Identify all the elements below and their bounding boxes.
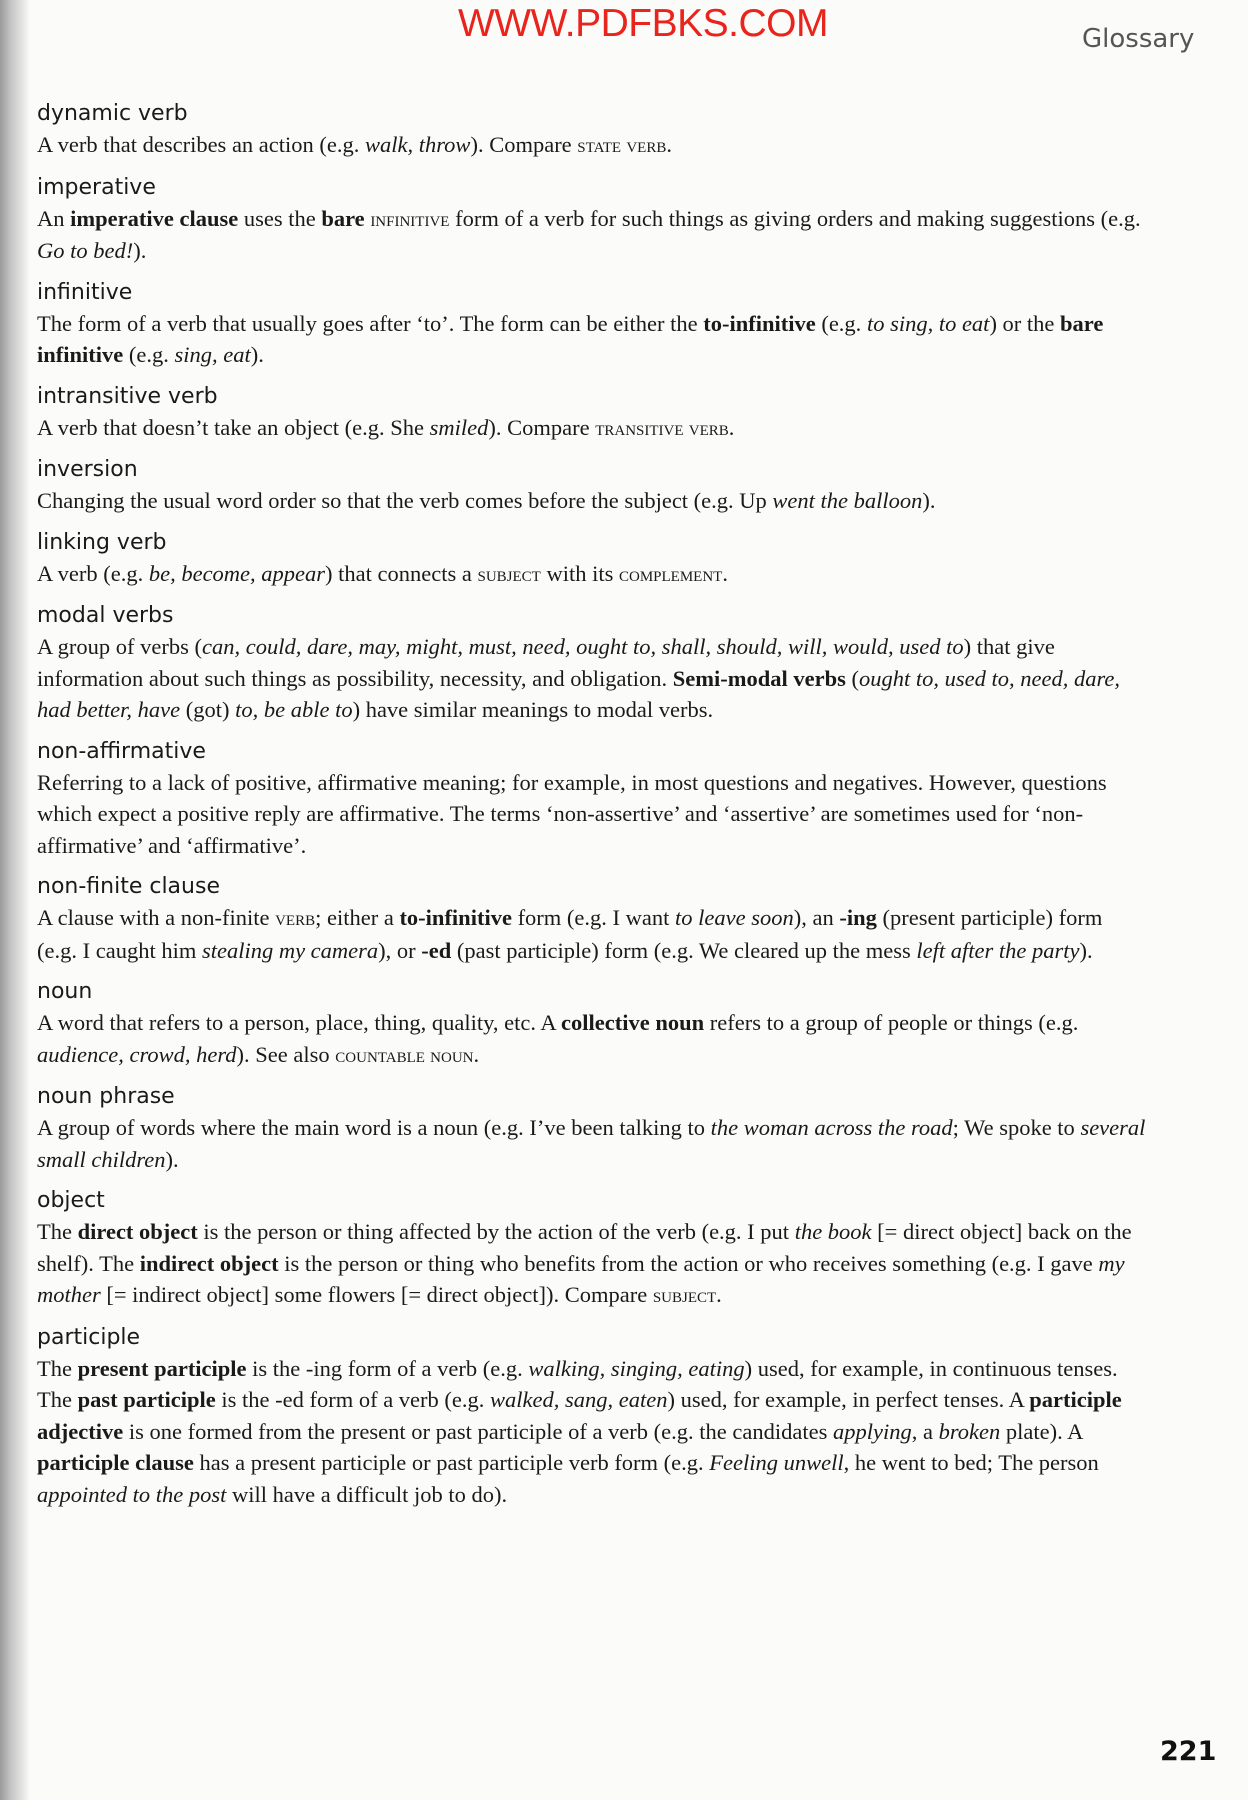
definition-text-segment: . xyxy=(473,1041,480,1067)
definition-text-segment: be, become, appear xyxy=(148,560,326,586)
glossary-term: linking verb xyxy=(37,529,167,555)
glossary-definition xyxy=(37,1112,1147,1175)
definition-text-segment: bare xyxy=(321,205,365,231)
definition-text-segment: imperative clause xyxy=(70,205,239,231)
definition-text-segment: The form of a verb that usually goes after ‘to’. The form can be either the xyxy=(37,310,704,336)
glossary-definition xyxy=(37,558,1147,591)
definition-text-segment: several small children xyxy=(37,1115,1146,1172)
definition-text-segment: ). See also xyxy=(236,1041,336,1067)
definition-text-segment: ), or xyxy=(378,937,422,963)
glossary-entry xyxy=(37,454,1147,517)
definition-text-segment: ) have similar meanings to modal verbs. xyxy=(352,697,714,722)
definition-text-segment: ), an xyxy=(793,905,840,930)
definition-text-segment: . xyxy=(666,132,672,157)
definition-text-segment: ). xyxy=(165,1146,179,1172)
definition-text-segment: sing, eat xyxy=(174,342,251,367)
definition-text-segment: ). xyxy=(1079,937,1093,963)
glossary-entry xyxy=(37,1081,1147,1175)
definition-text-segment: to, be able to xyxy=(235,697,353,722)
definition-text-segment: Semi-modal verbs xyxy=(672,665,846,691)
definition-text-segment: walking, singing, eating xyxy=(528,1355,745,1381)
definition-text-segment: is the person or thing affected by the action of the verb (e.g. I put xyxy=(197,1219,795,1244)
definition-text-segment: ). xyxy=(250,342,264,367)
definition-text-segment: Go to bed! xyxy=(37,238,134,263)
glossary-term: non-finite clause xyxy=(37,874,220,899)
glossary-entries xyxy=(37,98,1147,1520)
definition-text-segment: uses the xyxy=(238,205,322,231)
definition-text-segment: with its xyxy=(540,560,619,586)
definition-text-segment: [= direct object] back on the shelf). The xyxy=(37,1219,1132,1276)
definition-text-segment: A word that refers to a person, place, thing, quality, etc. A xyxy=(37,1010,562,1035)
glossary-definition xyxy=(37,129,1147,162)
definition-text-segment: went the balloon xyxy=(772,488,923,513)
glossary-term: imperative xyxy=(37,174,156,200)
definition-text-segment: verb xyxy=(275,906,316,930)
book-spine-shadow xyxy=(0,0,30,1800)
definition-text-segment: bare infinitive xyxy=(37,310,1104,367)
definition-text-segment: my mother xyxy=(37,1250,1125,1307)
definition-text-segment: direct object xyxy=(77,1219,198,1244)
glossary-definition xyxy=(37,767,1147,862)
definition-text-segment: ). Compare xyxy=(470,132,578,157)
definition-text-segment: complement xyxy=(618,561,723,586)
definition-text-segment: Referring to a lack of positive, affirmative meaning; for example, in most questions and negatives. However, questions which expect a positive reply are affirmative. The terms ‘non-assertive’ and ‘assertive’ are sometimes used for ‘non-affirmative’ and ‘affirmative’. xyxy=(37,769,1107,858)
definition-text-segment: smiled xyxy=(429,414,489,440)
definition-text-segment: ) or the xyxy=(989,310,1061,336)
definition-text-segment: ) used, for example, in perfect tenses. A xyxy=(667,1387,1030,1412)
definition-text-segment: A group of verbs ( xyxy=(37,634,202,659)
definition-text-segment: participle clause xyxy=(37,1450,194,1475)
glossary-term: inversion xyxy=(37,457,138,482)
definition-text-segment: countable noun xyxy=(335,1042,474,1067)
glossary-term: non-affirmative xyxy=(37,738,206,764)
glossary-entry xyxy=(37,98,1147,162)
definition-text-segment: ) that give information about such things as possibility, necessity, and obligation. xyxy=(37,634,1055,691)
glossary-entry xyxy=(37,736,1147,862)
definition-text-segment: ; We spoke to xyxy=(952,1115,1081,1140)
definition-text-segment: participle adjective xyxy=(37,1387,1122,1444)
page-number: 221 xyxy=(1160,1736,1217,1767)
glossary-entry xyxy=(37,381,1147,445)
definition-text-segment: walk, throw xyxy=(365,132,471,157)
definition-text-segment: will have a difficult job to do). xyxy=(226,1481,508,1507)
glossary-term: infinitive xyxy=(37,279,133,305)
glossary-definition xyxy=(37,308,1147,371)
definition-text-segment: the woman across the road xyxy=(710,1115,953,1140)
glossary-entry xyxy=(37,172,1147,267)
definition-text-segment: -ed xyxy=(421,937,452,963)
definition-text-segment: , he went to bed; The person xyxy=(843,1450,1099,1475)
definition-text-segment: is the -ing form of a verb (e.g. xyxy=(246,1355,529,1381)
glossary-term: participle xyxy=(37,1324,141,1350)
definition-text-segment: ; either a xyxy=(315,905,400,930)
definition-text-segment: ). Compare xyxy=(488,414,596,440)
definition-text-segment: form of a verb for such things as giving orders and making suggestions (e.g. xyxy=(449,205,1141,231)
definition-text-segment: A group of words where the main word is a noun (e.g. I’ve been talking to xyxy=(37,1115,711,1140)
glossary-definition xyxy=(37,1007,1147,1071)
definition-text-segment: past participle xyxy=(77,1387,216,1412)
definition-text-segment: -ing xyxy=(839,905,877,930)
definition-text-segment: the book xyxy=(794,1219,872,1244)
definition-text-segment: A verb (e.g. xyxy=(37,560,149,586)
glossary-definition xyxy=(37,902,1147,966)
definition-text-segment: Feeling unwell xyxy=(709,1450,844,1475)
definition-text-segment: broken xyxy=(938,1418,1001,1444)
definition-text-segment: . xyxy=(728,414,735,440)
definition-text-segment: is the person or thing who benefits from the action or who receives something (e.g. I gave xyxy=(278,1250,1099,1276)
definition-text-segment: to-infinitive xyxy=(703,310,816,336)
definition-text-segment: ). xyxy=(922,488,936,513)
definition-text-segment: infinitive xyxy=(370,206,450,231)
definition-text-segment: has a present participle or past participle verb form (e.g. xyxy=(193,1450,710,1475)
definition-text-segment: applying xyxy=(832,1418,912,1444)
definition-text-segment: Changing the usual word order so that the verb comes before the subject (e.g. Up xyxy=(37,488,773,513)
definition-text-segment: ) used, for example, in continuous tenses. The xyxy=(37,1355,1118,1412)
glossary-term: intransitive verb xyxy=(37,383,218,409)
definition-text-segment: ought to, used to, need, dare, had better, have xyxy=(37,665,1121,722)
definition-text-segment: is the -ed form of a verb (e.g. xyxy=(215,1387,491,1412)
definition-text-segment: left after the party xyxy=(916,937,1080,963)
definition-text-segment: audience, crowd, herd xyxy=(37,1041,237,1067)
definition-text-segment: appointed to the post xyxy=(37,1481,227,1507)
glossary-entry xyxy=(37,1322,1147,1511)
definition-text-segment: to-infinitive xyxy=(399,905,512,930)
watermark-url: WWW.PDFBKS.COM xyxy=(458,2,828,45)
glossary-definition xyxy=(37,412,1147,445)
glossary-definition xyxy=(37,485,1147,517)
definition-text-segment: (e.g. xyxy=(815,310,867,336)
definition-text-segment: . xyxy=(722,560,728,586)
definition-text-segment: state verb xyxy=(577,133,667,157)
glossary-term: noun phrase xyxy=(37,1084,175,1109)
definition-text-segment: (present participle) form (e.g. I caught him xyxy=(37,905,1103,963)
definition-text-segment: to sing, to eat xyxy=(866,310,990,336)
definition-text-segment: (past participle) form (e.g. We cleared up the mess xyxy=(451,937,917,963)
definition-text-segment: [= indirect object] some flowers [= direct object]). Compare xyxy=(100,1282,653,1307)
glossary-definition xyxy=(37,1216,1147,1312)
glossary-term: dynamic verb xyxy=(37,101,188,126)
glossary-term: noun xyxy=(37,979,93,1004)
definition-text-segment: (e.g. xyxy=(123,342,175,367)
glossary-entry xyxy=(37,277,1147,371)
glossary-term: modal verbs xyxy=(37,603,174,628)
definition-text-segment: walked, sang, eaten xyxy=(490,1387,668,1412)
glossary-entry xyxy=(37,600,1147,726)
definition-text-segment: subject xyxy=(477,561,541,586)
definition-text-segment: ). xyxy=(133,238,147,263)
definition-text-segment: A clause with a non-finite xyxy=(37,905,276,930)
definition-text-segment: refers to a group of people or things (e.g. xyxy=(704,1010,1079,1035)
definition-text-segment: form (e.g. I want xyxy=(511,905,676,930)
glossary-entry xyxy=(37,976,1147,1071)
definition-text-segment: A verb that describes an action (e.g. xyxy=(37,132,366,157)
glossary-entry xyxy=(37,527,1147,591)
glossary-entry xyxy=(37,871,1147,966)
glossary-definition xyxy=(37,1353,1147,1511)
definition-text-segment: ( xyxy=(845,665,860,691)
definition-text-segment: to leave soon xyxy=(675,905,794,930)
definition-text-segment: subject xyxy=(652,1283,717,1307)
definition-text-segment: The xyxy=(37,1355,78,1381)
definition-text-segment: , a xyxy=(911,1418,939,1444)
glossary-term: object xyxy=(37,1188,105,1213)
definition-text-segment: present participle xyxy=(77,1355,247,1381)
definition-text-segment: The xyxy=(37,1219,78,1244)
definition-text-segment: stealing my camera xyxy=(201,937,379,963)
definition-text-segment: . xyxy=(716,1282,722,1307)
definition-text-segment: plate). A xyxy=(1000,1418,1083,1444)
definition-text-segment: A verb that doesn’t take an object (e.g. She xyxy=(37,414,430,440)
running-head: Glossary xyxy=(1082,24,1195,54)
definition-text-segment: transitive verb xyxy=(595,415,729,440)
glossary-definition xyxy=(37,631,1147,726)
glossary-entry xyxy=(37,1185,1147,1312)
definition-text-segment: can, could, dare, may, might, must, need, ought to, shall, should, will, would, used to xyxy=(201,634,964,659)
definition-text-segment: is one formed from the present or past participle of a verb (e.g. the candidates xyxy=(123,1418,833,1444)
definition-text-segment: collective noun xyxy=(561,1010,705,1035)
definition-text-segment: indirect object xyxy=(139,1250,279,1276)
glossary-definition xyxy=(37,203,1147,267)
definition-text-segment: (got) xyxy=(180,697,236,722)
definition-text-segment: ) that connects a xyxy=(325,560,478,586)
definition-text-segment: An xyxy=(37,205,71,231)
